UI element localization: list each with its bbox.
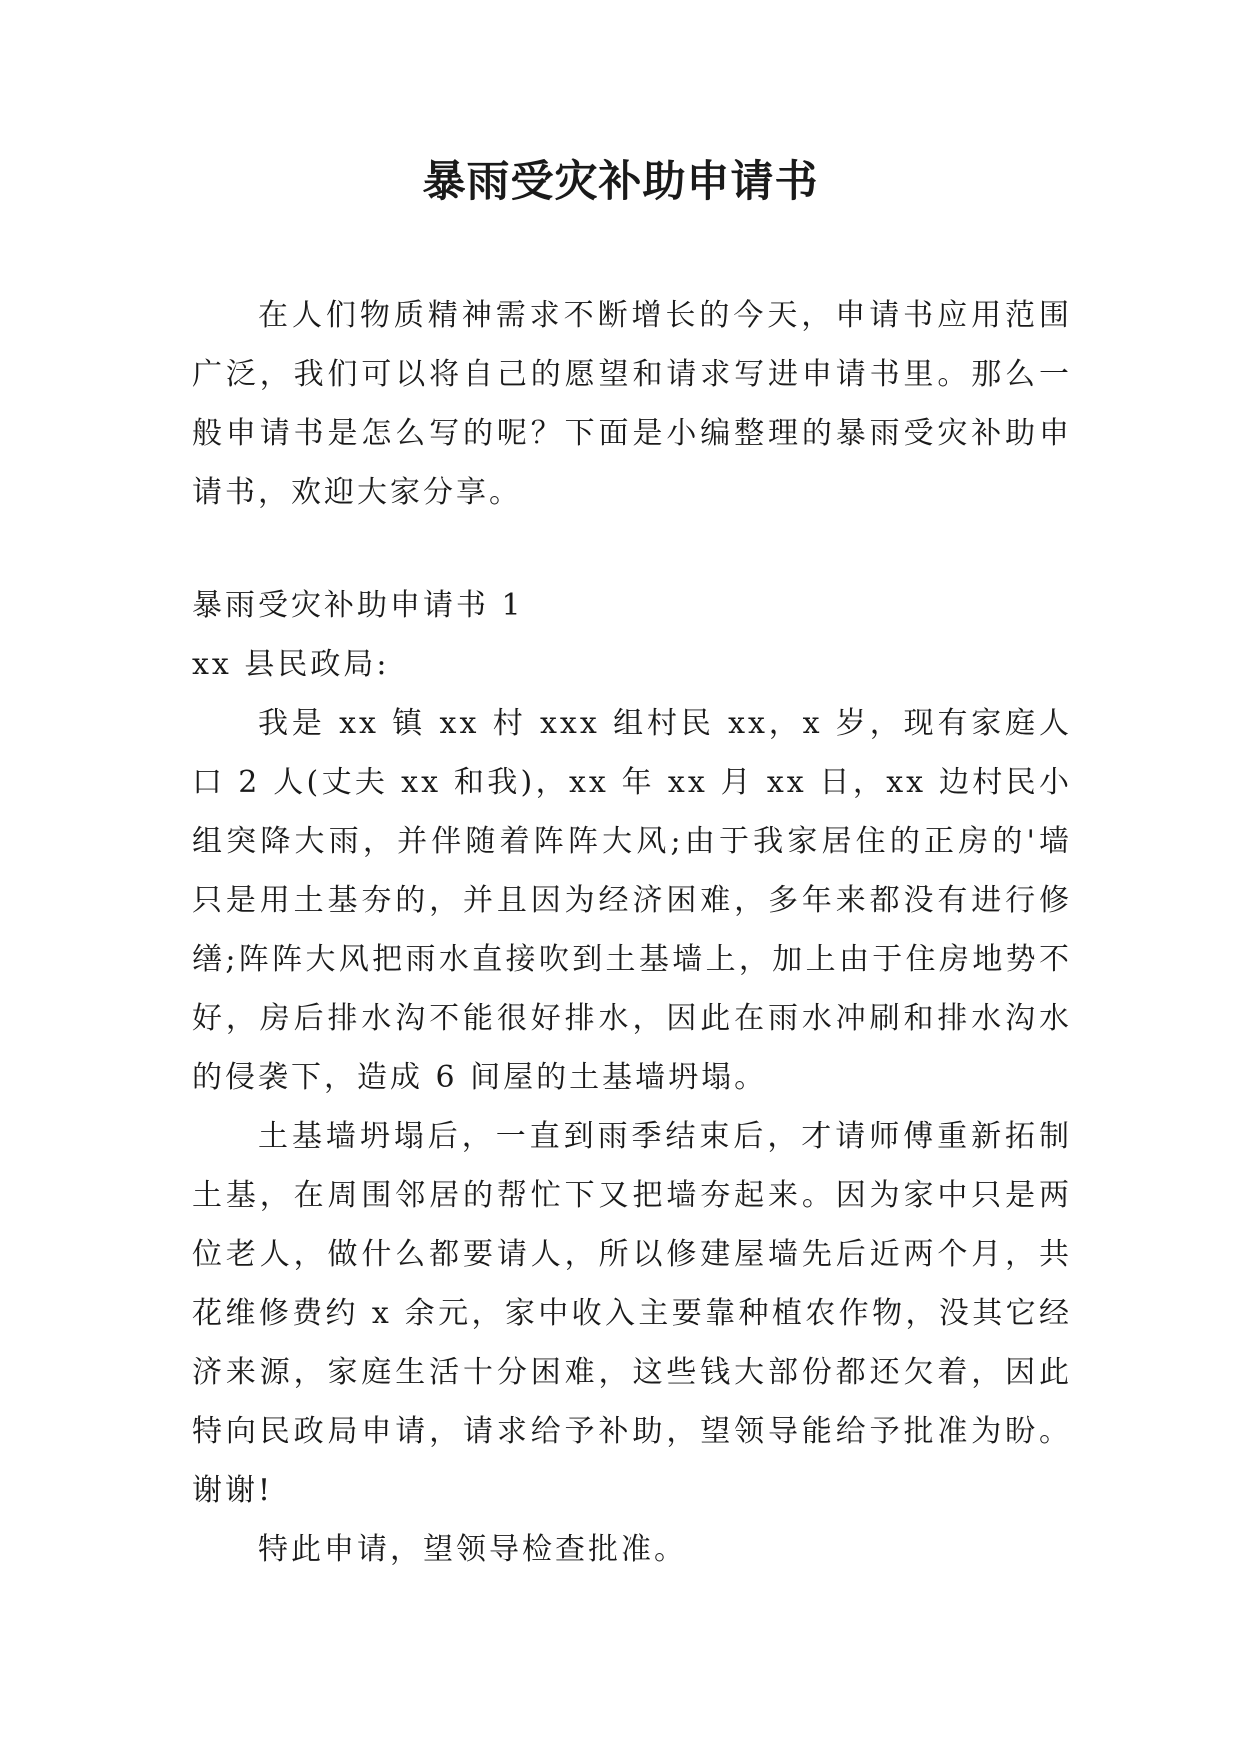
section-title: 暴雨受灾补助申请书 1 (192, 588, 524, 623)
body-paragraph-2: 土基墙坍塌后，一直到雨季结束后，才请师傅重新拓制土基，在周围邻居的帮忙下又把墙夯起来。因为家中只是两位老人，做什么都要请人，所以修建屋墙先后近两个月，共花维修费约 x 余元，家中收入主要靠种植农作物，没其它经济来源，家庭生活十分困难，这些钱大部份都还欠着，因此特向民政局申请，请求给予补助，望领导能给予批准为盼。谢谢! (192, 1119, 1072, 1508)
document-body (192, 286, 1072, 1579)
closing-paragraph: 特此申请，望领导检查批准。 (258, 1532, 687, 1567)
body-paragraph-1: 我是 xx 镇 xx 村 xxx 组村民 xx，x 岁，现有家庭人口 2 人(丈夫 xx 和我)，xx 年 xx 月 xx 日，xx 边村民小组突降大雨，并伴随着阵阵大风;由于我家居住的正房的'墙只是用土基夯的，并且因为经济困难，多年来都没有进行修缮;阵阵大风把雨水直接吹到土基墙上，加上由于住房地势不好，房后排水沟不能很好排水，因此在雨水冲刷和排水沟水的侵袭下，造成 6 间屋的土基墙坍塌。 (192, 706, 1072, 1095)
document-title: 暴雨受灾补助申请书 (422, 157, 819, 207)
salutation: xx 县民政局: (192, 647, 390, 682)
intro-paragraph: 在人们物质精神需求不断增长的今天，申请书应用范围广泛，我们可以将自己的愿望和请求写进申请书里。那么一般申请书是怎么写的呢？下面是小编整理的暴雨受灾补助申请书，欢迎大家分享。 (192, 298, 1072, 510)
